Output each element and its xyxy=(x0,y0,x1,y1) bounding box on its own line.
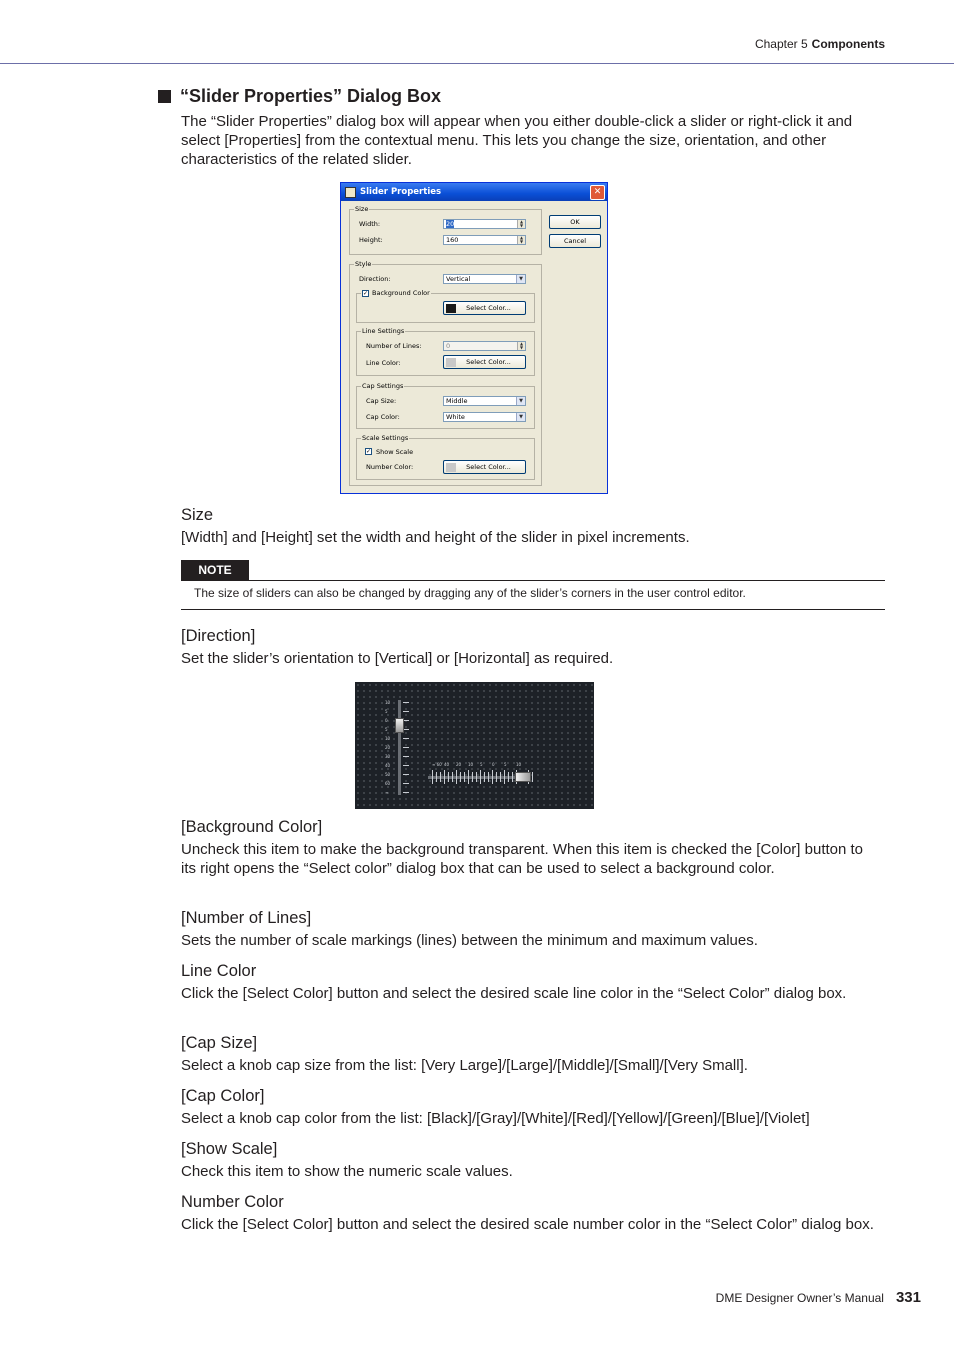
size-group-label: Size xyxy=(355,205,369,213)
horizontal-scale-tick xyxy=(432,770,433,784)
cap-color-text: Select a knob cap color from the list: [Black]/[Gray]/[White]/[Red]/[Yellow]/[Green]/[Blue]/[Violet] xyxy=(181,1110,810,1127)
note-rule-top xyxy=(181,580,885,581)
width-value: 20 xyxy=(446,220,455,228)
slider-properties-dialog xyxy=(340,182,608,494)
vertical-scale-number: 10 xyxy=(385,736,391,741)
size-text: [Width] and [Height] set the width and height of the slider in pixel increments. xyxy=(181,529,690,546)
cap-color-heading: [Cap Color] xyxy=(181,1087,265,1105)
height-spinner[interactable]: ▲ ▼ xyxy=(517,236,525,244)
vertical-scale-number: 10 xyxy=(385,700,391,705)
vertical-slider-knob xyxy=(395,718,404,733)
height-label: Height: xyxy=(359,236,383,244)
background-color-checkbox[interactable]: ✓ xyxy=(363,289,369,297)
line-color-swatch xyxy=(446,358,456,367)
number-select-color-label: Select Color... xyxy=(466,463,511,471)
width-input[interactable] xyxy=(443,219,526,229)
horizontal-slider-track xyxy=(428,776,528,779)
width-label: Width: xyxy=(359,220,381,228)
dialog-title: Slider Properties xyxy=(360,187,442,197)
direction-text: Set the slider’s orientation to [Vertical] or [Horizontal] as required. xyxy=(181,650,614,667)
horizontal-scale-tick xyxy=(500,772,501,782)
line-select-color-label: Select Color... xyxy=(466,358,511,366)
number-of-lines-spinner[interactable]: ▲ ▼ xyxy=(517,342,525,350)
vertical-scale-tick xyxy=(403,792,409,793)
horizontal-scale-number: 5 xyxy=(480,762,483,767)
vertical-scale-tick xyxy=(403,783,409,784)
horizontal-scale-tick xyxy=(484,772,485,782)
ok-button[interactable]: OK xyxy=(549,215,601,229)
line-settings-label: Line Settings xyxy=(362,327,405,335)
line-settings-group xyxy=(356,327,535,376)
line-color-text: Click the [Select Color] button and select the desired scale line color in the “Select Color” dialog box. xyxy=(181,985,847,1002)
cap-color-select[interactable] xyxy=(443,412,526,422)
style-group-label: Style xyxy=(355,260,372,268)
horizontal-scale-tick xyxy=(472,772,473,782)
vertical-scale-number: 20 xyxy=(385,745,391,750)
vertical-scale-tick xyxy=(403,774,409,775)
vertical-scale-number: 60 xyxy=(385,781,391,786)
intro-paragraph: The “Slider Properties” dialog box will appear when you either double-click a slider or right-click it and select [Properties] from the contextual menu. This lets you change the size, orientation, and other characteristics of the related slider. xyxy=(181,113,853,168)
horizontal-scale-tick xyxy=(504,770,505,784)
size-group xyxy=(349,205,542,255)
horizontal-scale-tick xyxy=(440,772,441,782)
cap-size-select[interactable] xyxy=(443,396,526,406)
manual-title: DME Designer Owner’s Manual xyxy=(715,1291,884,1305)
vertical-scale-tick xyxy=(403,756,409,757)
background-color-text: Uncheck this item to make the background transparent. When this item is checked the [Color] button to its right opens the “Select color” dialog box that can be used to select a background color. xyxy=(181,841,864,877)
horizontal-scale-tick xyxy=(496,772,497,782)
show-scale-text: Check this item to show the numeric scale values. xyxy=(181,1163,513,1180)
horizontal-scale-tick xyxy=(508,772,509,782)
background-color-group-label xyxy=(361,289,431,297)
number-of-lines-input[interactable] xyxy=(443,341,526,351)
horizontal-scale-tick xyxy=(436,772,437,782)
show-scale-label: Show Scale xyxy=(376,448,414,456)
background-select-color-label: Select Color... xyxy=(466,304,511,312)
direction-label: Direction: xyxy=(359,275,391,283)
close-icon[interactable]: ✕ xyxy=(590,185,605,200)
header-rule xyxy=(0,63,954,64)
number-color-label: Number Color: xyxy=(366,463,414,471)
direction-select[interactable] xyxy=(443,274,526,284)
cap-settings-label: Cap Settings xyxy=(362,382,404,390)
chevron-down-icon[interactable]: ▼ xyxy=(516,397,525,405)
vertical-scale-tick xyxy=(403,738,409,739)
height-value: 160 xyxy=(446,236,459,244)
vertical-slider-track xyxy=(398,700,401,795)
horizontal-scale-tick xyxy=(468,770,469,784)
background-color-group xyxy=(356,289,535,323)
section-title: “Slider Properties” Dialog Box xyxy=(180,86,442,106)
horizontal-scale-number: 5 xyxy=(504,762,507,767)
vertical-scale-number: 40 xyxy=(385,763,391,768)
cap-color-value: White xyxy=(446,413,465,421)
horizontal-scale-number: 10 xyxy=(516,762,522,767)
horizontal-scale-tick xyxy=(460,772,461,782)
horizontal-scale-tick xyxy=(448,772,449,782)
horizontal-scale-tick xyxy=(456,770,457,784)
vertical-scale-number: 30 xyxy=(385,754,391,759)
slider-orientation-example xyxy=(355,682,594,809)
number-of-lines-heading: [Number of Lines] xyxy=(181,909,312,927)
cap-color-label: Cap Color: xyxy=(366,413,400,421)
cap-size-text: Select a knob cap size from the list: [Very Large]/[Large]/[Middle]/[Small]/[Very Small]. xyxy=(181,1057,748,1074)
horizontal-scale-tick xyxy=(464,772,465,782)
page-footer xyxy=(716,1289,921,1306)
line-color-heading: Line Color xyxy=(181,962,257,980)
scale-settings-label: Scale Settings xyxy=(362,434,409,442)
line-color-label: Line Color: xyxy=(366,359,401,367)
horizontal-scale-tick xyxy=(480,770,481,784)
horizontal-scale-tick xyxy=(492,770,493,784)
horizontal-scale-tick xyxy=(476,772,477,782)
note-tag: NOTE xyxy=(181,560,249,580)
size-heading: Size xyxy=(181,506,214,524)
background-color-heading: [Background Color] xyxy=(181,818,323,836)
running-header xyxy=(755,37,885,51)
horizontal-scale-tick xyxy=(452,772,453,782)
chevron-down-icon[interactable]: ▼ xyxy=(516,413,525,421)
height-input[interactable] xyxy=(443,235,526,245)
vertical-scale-number: 0 xyxy=(385,718,388,723)
section-heading xyxy=(158,86,441,107)
show-scale-heading: [Show Scale] xyxy=(181,1140,278,1158)
width-spinner[interactable]: ▲ ▼ xyxy=(517,220,525,228)
number-of-lines-text: Sets the number of scale markings (lines) between the minimum and maximum values. xyxy=(181,932,758,949)
horizontal-scale-tick xyxy=(512,772,513,782)
horizontal-scale-number: 0 xyxy=(492,762,495,767)
vertical-scale-number: 5 xyxy=(385,709,388,714)
number-color-heading: Number Color xyxy=(181,1193,284,1211)
app-icon xyxy=(345,187,356,198)
horizontal-scale-number: ∞ 60 xyxy=(432,762,442,767)
vertical-scale-tick xyxy=(403,747,409,748)
background-color-label: Background Color xyxy=(372,289,430,297)
horizontal-slider-knob xyxy=(515,772,531,782)
square-bullet-icon xyxy=(158,90,171,103)
vertical-scale-tick xyxy=(403,765,409,766)
horizontal-scale-tick xyxy=(532,772,533,782)
horizontal-scale-tick xyxy=(488,772,489,782)
chevron-down-icon[interactable]: ▼ xyxy=(516,275,525,283)
number-color-swatch xyxy=(446,463,456,472)
show-scale-checkbox[interactable]: ✓ xyxy=(366,448,372,455)
vertical-scale-tick xyxy=(403,702,409,703)
number-of-lines-value: 0 xyxy=(446,342,451,350)
background-color-swatch-fill xyxy=(446,304,456,313)
scale-settings-group xyxy=(356,434,535,480)
dialog-titlebar xyxy=(341,183,607,201)
note-text: The size of sliders can also be changed by dragging any of the slider’s corners in the user control editor. xyxy=(194,586,746,600)
horizontal-scale-number: 20 xyxy=(456,762,462,767)
horizontal-scale-number: 10 xyxy=(468,762,474,767)
page-number: 331 xyxy=(895,1289,921,1306)
direction-heading: [Direction] xyxy=(181,627,256,645)
vertical-scale-number: ∞ xyxy=(385,790,389,795)
direction-value: Vertical xyxy=(446,275,471,283)
chapter-label: Chapter 5 xyxy=(754,37,808,51)
vertical-scale-number: 50 xyxy=(385,772,391,777)
cap-size-value: Middle xyxy=(446,397,468,405)
chapter-title: Components xyxy=(811,37,885,51)
cap-size-heading: [Cap Size] xyxy=(181,1034,258,1052)
horizontal-scale-tick xyxy=(444,770,445,784)
style-group xyxy=(349,260,542,486)
number-color-text: Click the [Select Color] button and select the desired scale number color in the “Select Color” dialog box. xyxy=(181,1216,874,1233)
cap-size-label: Cap Size: xyxy=(366,397,397,405)
vertical-scale-tick xyxy=(403,711,409,712)
cap-settings-group xyxy=(356,382,535,429)
number-of-lines-label: Number of Lines: xyxy=(366,342,422,350)
vertical-scale-number: 5 xyxy=(385,727,388,732)
cancel-button[interactable]: Cancel xyxy=(549,234,601,248)
horizontal-scale-number: 40 xyxy=(444,762,450,767)
note-rule-bottom xyxy=(181,609,885,610)
